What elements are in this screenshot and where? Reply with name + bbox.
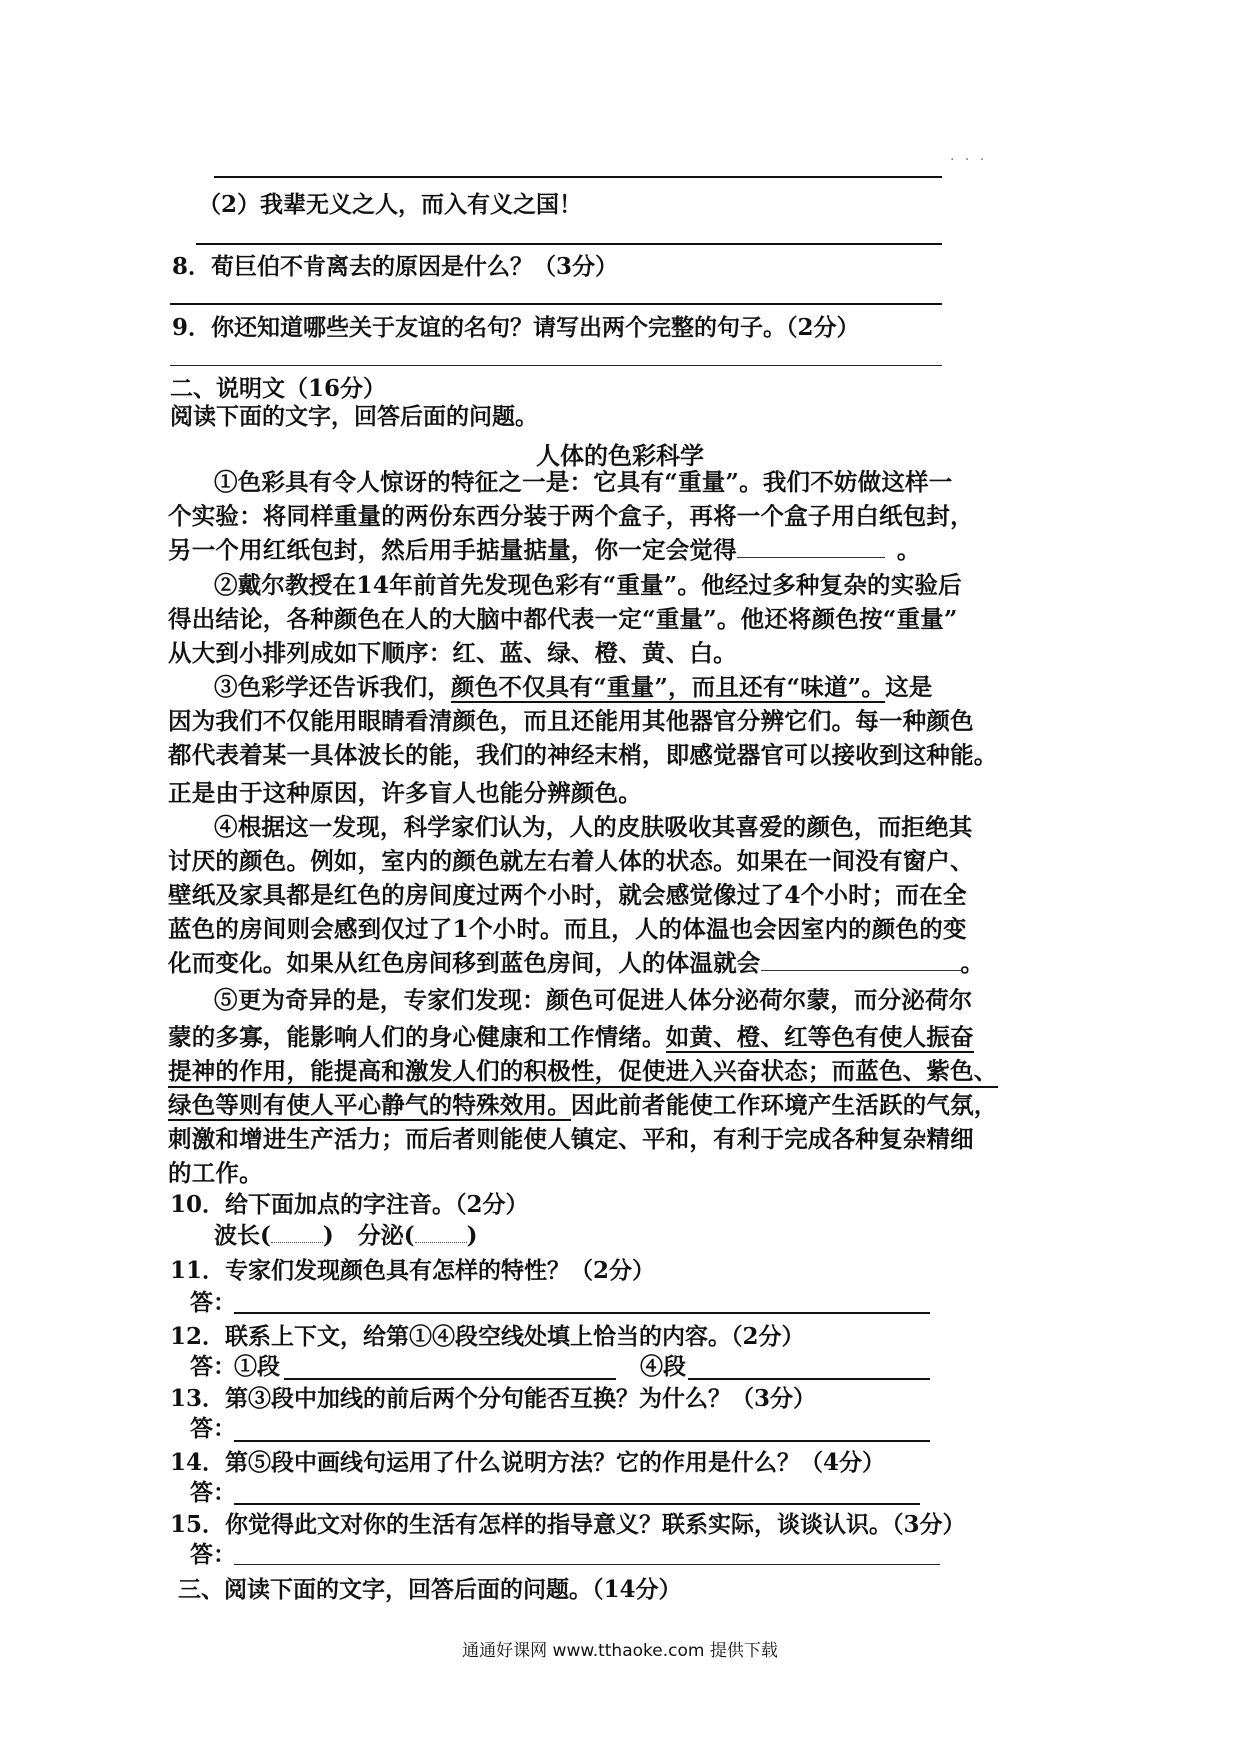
paragraph-1-line: [168, 535, 921, 565]
paragraph-4-line: ④根据这一发现，科学家们认为，人的皮肤吸收其喜爱的颜色，而拒绝其: [214, 813, 973, 841]
paragraph-3-line: 正是由于这种原因，许多盲人也能分辨颜色。: [168, 779, 642, 807]
pinyin-item-a-close: ): [322, 1222, 334, 1249]
answer-line: [170, 303, 942, 305]
answer-label: 答：: [190, 1541, 236, 1568]
question-15: 15．你觉得此文对你的生活有怎样的指导意义？联系实际，谈谈认识。（3分）: [170, 1511, 966, 1538]
question-8: 8．荀巨伯不肯离去的原因是什么？（3分）: [172, 253, 619, 280]
q12-paragraph-1-label: ①段: [234, 1353, 280, 1380]
pinyin-item-a: 波长(: [214, 1222, 271, 1249]
question-10-items: [214, 1220, 478, 1251]
paragraph-3-line: [214, 672, 932, 702]
underlined-sentence: 绿色等则有使人平心静气的特殊效用。: [168, 1091, 571, 1119]
paragraph-4-line: [168, 948, 984, 978]
underlined-sentence: 如黄、橙、红等色有使人振奋: [665, 1023, 974, 1051]
answer-line-p4: [688, 1378, 930, 1380]
punctuation: 。: [960, 949, 985, 977]
paragraph-3-text: ③色彩学还告诉我们，: [214, 673, 451, 701]
question-12: 12．联系上下文，给第①④段空线处填上恰当的内容。（2分）: [170, 1323, 805, 1350]
underlined-sentence: 颜色不仅具有“重量”，而且还有“味道”。: [451, 673, 886, 701]
paragraph-4-line: 讨厌的颜色。例如，室内的颜色就左右着人体的状态。如果在一间没有窗户、: [168, 847, 974, 875]
answer-line: [214, 176, 942, 178]
reading-instruction: 阅读下面的文字，回答后面的问题。: [170, 403, 538, 430]
paragraph-4-line: 蓝色的房间则会感到仅过了1个小时。而且，人的体温也会因室内的颜色的变: [168, 915, 967, 943]
paragraph-2-line: ②戴尔教授在14年前首先发现色彩有“重量”。他经过多种复杂的实验后: [214, 571, 962, 599]
q12-paragraph-4-label: ④段: [640, 1353, 686, 1380]
answer-line: [234, 1440, 930, 1442]
answer-line: [234, 1503, 920, 1505]
answer-line: [234, 1312, 930, 1314]
section-3-heading: 三、阅读下面的文字，回答后面的问题。（14分）: [178, 1576, 682, 1603]
pinyin-item-b-close: ): [466, 1222, 478, 1249]
article-title: 人体的色彩科学: [536, 441, 704, 470]
paragraph-3-line: 都代表着某一具体波长的能，我们的神经末梢，即感觉器官可以接收到这种能。: [168, 741, 998, 769]
punctuation: 。: [896, 536, 921, 564]
fill-blank-4[interactable]: [761, 948, 961, 971]
fill-blank-1[interactable]: [737, 535, 885, 558]
question-13: 13．第③段中加线的前后两个分句能否互换？为什么？（3分）: [170, 1385, 817, 1412]
question-11: 11．专家们发现颜色具有怎样的特性？（2分）: [170, 1257, 656, 1284]
answer-line: [234, 1564, 940, 1565]
question-9: 9．你还知道哪些关于友谊的名句？请写出两个完整的句子。（2分）: [172, 314, 860, 341]
paragraph-1-text: 另一个用红纸包封，然后用手掂量掂量，你一定会觉得: [168, 536, 737, 564]
paragraph-5-text: 因此前者能使工作环境产生活跃的气氛，: [570, 1091, 998, 1119]
paragraph-5-text: 蒙的多寡，能影响人们的身心健康和工作情绪。: [168, 1023, 666, 1051]
footer-credit: 通通好课网 www.tthaoke.com 提供下载: [462, 1641, 778, 1661]
answer-label: 答：: [190, 1479, 236, 1506]
answer-line: [170, 365, 942, 366]
question-10: 10．给下面加点的字注音。（2分）: [170, 1191, 529, 1218]
answer-line-p1: [284, 1378, 616, 1380]
pinyin-blank-b[interactable]: [415, 1220, 467, 1243]
pinyin-item-b: 分泌(: [357, 1222, 415, 1249]
margin-dots: . . .: [950, 148, 988, 164]
paragraph-5-line: 刺激和增进生产活力；而后者则能使人镇定、平和，有利于完成各种复杂精细: [168, 1125, 974, 1153]
paragraph-1-line: ①色彩具有令人惊讶的特征之一是：它具有“重量”。我们不妨做这样一: [214, 468, 953, 496]
answer-label: 答：: [190, 1415, 236, 1442]
answer-label: 答：: [190, 1353, 236, 1380]
paragraph-1-line: 个实验：将同样重量的两份东西分装于两个盒子，再将一个盒子用白纸包封，: [168, 502, 974, 530]
answer-line: [196, 243, 942, 245]
underlined-sentence: 提神的作用，能提高和激发人们的积极性，促使进入兴奋状态；而蓝色、紫色、: [168, 1056, 998, 1088]
paragraph-4-line: 壁纸及家具都是红色的房间度过两个小时，就会感觉像过了4个小时；而在全: [168, 881, 967, 909]
paragraph-4-text: 化而变化。如果从红色房间移到蓝色房间，人的体温就会: [168, 949, 761, 977]
paragraph-2-line: 得出结论，各种颜色在人的大脑中都代表一定“重量”。他还将颜色按“重量”: [168, 605, 958, 633]
paragraph-5-line: [168, 1022, 974, 1052]
paragraph-3-line: 因为我们不仅能用眼睛看清颜色，而且还能用其他器官分辨它们。每一种颜色: [168, 707, 974, 735]
question-14: 14．第⑤段中画线句运用了什么说明方法？它的作用是什么？（4分）: [170, 1449, 886, 1476]
paragraph-5-line: ⑤更为奇异的是，专家们发现：颜色可促进人体分泌荷尔蒙，而分泌荷尔: [214, 986, 973, 1014]
paragraph-5-line: [168, 1090, 998, 1120]
paragraph-5-line: 的工作。: [168, 1159, 263, 1187]
question-7-2: （2）我辈无义之人，而入有义之国！: [198, 191, 583, 218]
paragraph-2-line: 从大到小排列成如下顺序：红、蓝、绿、橙、黄、白。: [168, 639, 737, 667]
pinyin-blank-a[interactable]: [271, 1220, 323, 1243]
paragraph-3-text: 这是: [885, 673, 933, 701]
answer-label: 答：: [190, 1289, 236, 1316]
section-2-heading: 二、说明文（16分）: [170, 375, 387, 402]
